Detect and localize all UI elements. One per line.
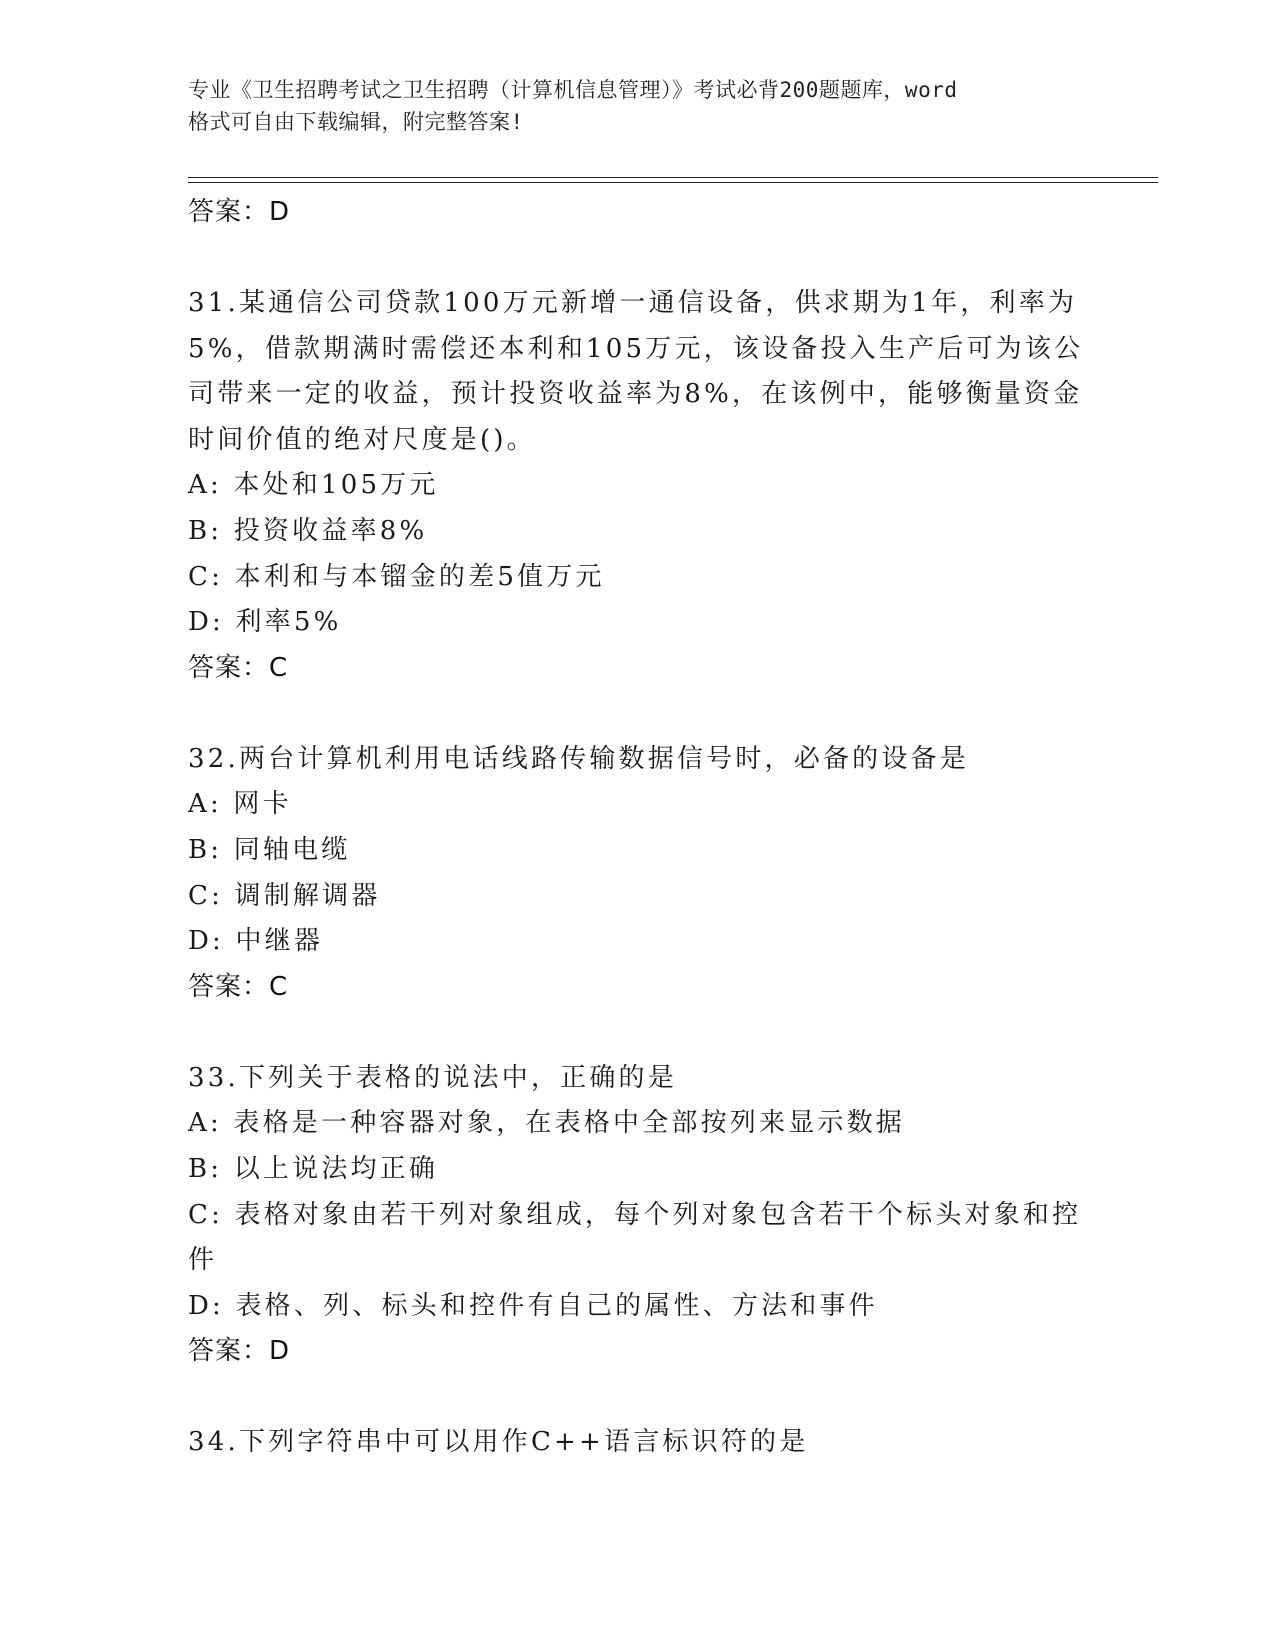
question-stem-line: 司带来一定的收益，预计投资收益率为8%，在该例中，能够衡量资金 <box>188 379 1083 410</box>
question-34 <box>188 1420 1088 1466</box>
header-rule-top <box>188 177 1158 178</box>
document-body <box>188 190 1088 1466</box>
spacer <box>188 1374 1088 1420</box>
option-c: C: 表格对象由若干列对象组成，每个列对象包含若干个标头对象和控 <box>188 1199 1082 1230</box>
question-33 <box>188 1056 1088 1375</box>
spacer <box>188 235 1088 281</box>
question-stem-line: 31.某通信公司贷款100万元新增一通信设备，供求期为1年，利率为 <box>188 288 1078 318</box>
option-a: A: 本处和105万元 <box>188 470 439 501</box>
option-a: A: 网卡 <box>188 789 292 820</box>
answer-33: 答案：D <box>188 1336 291 1367</box>
option-b: B: 同轴电缆 <box>188 834 351 865</box>
question-stem-line: 5%，借款期满时需偿还本利和105万元，该设备投入生产后可为该公 <box>188 333 1084 364</box>
document-header <box>188 74 1088 138</box>
option-c: C: 调制解调器 <box>188 880 381 911</box>
spacer <box>188 691 1088 737</box>
option-b: B: 以上说法均正确 <box>188 1153 439 1184</box>
option-d: D: 利率5% <box>188 607 342 638</box>
option-a: A: 表格是一种容器对象，在表格中全部按列来显示数据 <box>188 1108 906 1139</box>
question-stem-line: 33.下列关于表格的说法中，正确的是 <box>188 1062 677 1093</box>
header-line-1: 专业《卫生招聘考试之卫生招聘（计算机信息管理）》考试必背200题题库，word <box>188 78 958 102</box>
option-c-continued: 件 <box>188 1245 218 1276</box>
header-rule-bottom <box>188 182 1158 183</box>
option-d: D: 中继器 <box>188 926 324 957</box>
answer-previous: 答案：D <box>188 197 291 227</box>
header-line-2: 格式可自由下载编辑，附完整答案! <box>188 110 524 134</box>
option-d: D: 表格、列、标头和控件有自己的属性、方法和事件 <box>188 1290 878 1321</box>
question-stem-line: 32.两台计算机利用电话线路传输数据信号时，必备的设备是 <box>188 743 969 774</box>
answer-31: 答案：C <box>188 652 289 683</box>
question-stem-line: 时间价值的绝对尺度是()。 <box>188 424 536 455</box>
question-31 <box>188 281 1088 691</box>
option-b: B: 投资收益率8% <box>188 515 428 546</box>
question-stem-line: 34.下列字符串中可以用作C++语言标识符的是 <box>188 1427 809 1458</box>
question-32 <box>188 737 1088 1010</box>
answer-32: 答案：C <box>188 971 289 1002</box>
spacer <box>188 1010 1088 1056</box>
option-c: C: 本利和与本镏金的差5值万元 <box>188 561 605 592</box>
